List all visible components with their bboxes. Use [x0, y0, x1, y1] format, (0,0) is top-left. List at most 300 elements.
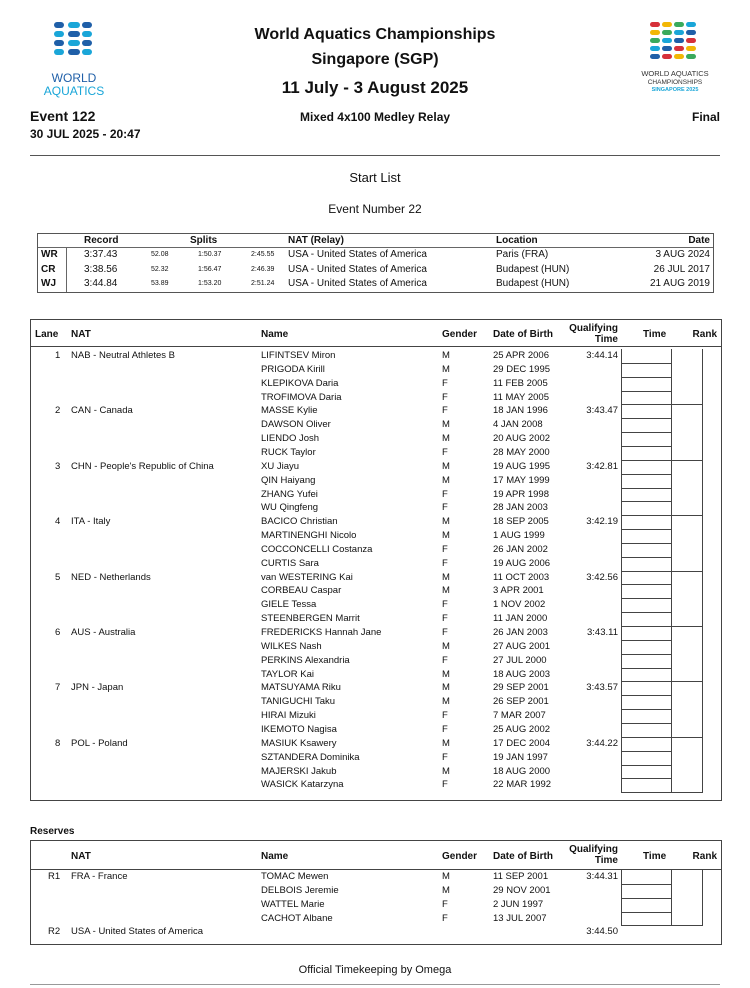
record-date: 21 AUG 2019: [649, 278, 710, 289]
athlete-row: [31, 474, 721, 488]
event-label: Event 122: [30, 108, 96, 124]
result-box-rule: [621, 695, 671, 696]
qualifying-time: 3:43.11: [587, 627, 618, 638]
logo-mark: [68, 22, 80, 28]
result-box-rule: [621, 751, 671, 752]
records-header-record: Record: [84, 235, 119, 246]
team-nat: NAB - Neutral Athletes B: [71, 350, 176, 361]
qualifying-time: 3:44.22: [586, 737, 618, 749]
athlete-name: LIFINTSEV Miron: [261, 350, 336, 361]
result-box-rule: [621, 543, 671, 544]
result-box-divider: [671, 681, 672, 736]
world-aquatics-emblem-icon: [28, 18, 120, 98]
athlete-gender: M: [442, 585, 450, 597]
result-box-rule: [621, 377, 671, 378]
team-row: [31, 515, 721, 529]
record-split: 1:56.47: [198, 265, 222, 273]
logo-mark: [54, 49, 64, 55]
team-nat: USA - United States of America: [71, 926, 204, 938]
athlete-row: [31, 598, 721, 612]
athlete-name: SZTANDERA Dominika: [261, 751, 360, 763]
lane-number: 6: [55, 627, 61, 638]
team-nat: POL - Poland: [71, 737, 128, 749]
logo-mark: [674, 54, 684, 59]
athlete-gender: M: [442, 474, 450, 486]
athlete-gender: M: [442, 433, 450, 445]
record-split: 2:51.24: [251, 280, 275, 287]
qualifying-time: 3:43.57: [586, 682, 618, 694]
records-header-splits: Splits: [190, 235, 218, 246]
athlete-name: van WESTERING Kai: [261, 571, 353, 583]
logo-mark: [662, 30, 672, 35]
athlete-dob: 19 AUG 1995: [493, 460, 551, 472]
record-date: 3 AUG 2024: [655, 249, 710, 260]
svg-text:WORLD AQUATICS: WORLD AQUATICS: [641, 69, 709, 78]
result-box-rule: [621, 418, 671, 419]
record-row: [38, 264, 713, 279]
athlete-name: IKEMOTO Nagisa: [261, 723, 337, 735]
athlete-name: STEENBERGEN Marrit: [261, 613, 360, 625]
logo-mark: [650, 30, 660, 35]
record-location: Budapest (HUN): [496, 278, 570, 289]
event-number: Event Number 22: [328, 202, 422, 216]
athlete-gender: F: [442, 779, 448, 791]
records-header-rule: [38, 247, 713, 248]
athlete-dob: 28 MAY 2000: [493, 446, 550, 458]
logo-mark: [674, 30, 684, 35]
res-header-qualifying-line1: Qualifying: [569, 844, 618, 855]
record-location: Budapest (HUN): [496, 263, 570, 275]
logo-mark: [662, 54, 672, 59]
logo-mark: [68, 49, 80, 55]
logo-mark: [82, 40, 92, 46]
athlete-dob: 18 AUG 2000: [493, 765, 551, 777]
athlete-dob: 17 MAY 1999: [493, 474, 550, 486]
result-box-divider: [671, 460, 672, 515]
res-header-name: Name: [261, 851, 289, 862]
record-split: 52.32: [151, 265, 169, 273]
team-row: [31, 626, 721, 640]
athlete-dob: 27 JUL 2000: [493, 654, 547, 666]
athlete-name: HIRAI Mizuki: [261, 710, 316, 722]
athlete-dob: 29 NOV 2001: [493, 884, 551, 896]
record-row: [38, 278, 713, 293]
athlete-name: MASIUK Ksawery: [261, 737, 337, 749]
logo-mark: [674, 22, 684, 27]
athlete-name: TAYLOR Kai: [261, 668, 314, 680]
record-split: 1:53.20: [198, 280, 222, 287]
athlete-row: [31, 446, 721, 460]
athlete-dob: 27 AUG 2001: [493, 640, 551, 652]
athlete-name: MASSE Kylie: [261, 405, 318, 417]
svg-text:CHAMPIONSHIPS: CHAMPIONSHIPS: [647, 79, 703, 86]
qualifying-time: 3:44.31: [586, 871, 618, 882]
athlete-gender: F: [442, 654, 448, 666]
athlete-name: COCCONCELLI Costanza: [261, 543, 373, 555]
athlete-row: [31, 668, 721, 682]
logo-mark: [54, 31, 64, 37]
result-box-rule: [621, 884, 671, 885]
svg-text:AQUATICS: AQUATICS: [43, 84, 105, 98]
result-box-rule: [621, 898, 671, 899]
athlete-row: [31, 432, 721, 446]
logo-mark: [662, 46, 672, 51]
athlete-name: MARTINENGHI Nicolo: [261, 530, 357, 542]
athlete-dob: 11 MAY 2005: [493, 391, 549, 403]
logo-mark: [54, 22, 64, 28]
col-header-name: Name: [261, 329, 289, 340]
athlete-dob: 3 APR 2001: [493, 585, 544, 597]
athlete-dob: 4 JAN 2008: [493, 419, 543, 431]
record-split: 1:50.37: [198, 251, 222, 258]
athlete-dob: 1 NOV 2002: [493, 599, 546, 611]
athlete-name: WU Qingfeng: [261, 502, 319, 514]
athlete-row: [31, 884, 721, 898]
footer-rule: [30, 984, 720, 987]
result-box-rule: [621, 557, 671, 558]
records-table: [37, 233, 714, 293]
athlete-gender: M: [442, 530, 450, 542]
team-nat: JPN - Japan: [71, 682, 124, 694]
athlete-row: [31, 418, 721, 432]
athlete-row: [31, 529, 721, 543]
athlete-row: [31, 363, 721, 377]
result-box-rule: [621, 912, 671, 913]
athlete-name: MAJERSKI Jakub: [261, 765, 337, 777]
athlete-row: [31, 377, 721, 391]
athlete-dob: 19 AUG 2006: [493, 557, 551, 569]
qualifying-time: 3:44.50: [586, 926, 618, 938]
result-box-divider: [671, 571, 672, 626]
result-box-rule: [621, 501, 671, 502]
page-title: Start List: [349, 170, 401, 185]
athlete-name: TANIGUCHI Taku: [261, 696, 336, 708]
athlete-dob: 11 SEP 2001: [493, 871, 549, 882]
athlete-dob: 1 AUG 1999: [493, 530, 545, 542]
record-nat: USA - United States of America: [288, 249, 427, 260]
result-box-divider: [671, 349, 672, 404]
athlete-row: [31, 543, 721, 557]
athlete-dob: 18 AUG 2003: [493, 668, 551, 680]
record-time: 3:37.43: [84, 249, 118, 260]
athlete-gender: F: [442, 627, 448, 638]
col-header-rank: Rank: [692, 329, 717, 340]
athlete-gender: F: [442, 543, 448, 555]
athlete-dob: 19 APR 1998: [493, 488, 549, 500]
logo-mark: [686, 30, 696, 35]
athlete-name: PERKINS Alexandria: [261, 654, 350, 666]
team-row: [31, 460, 721, 474]
records-header-date: Date: [688, 235, 710, 246]
logo-mark: [686, 54, 696, 59]
record-row: [38, 249, 713, 264]
svg-text:SINGAPORE 2025: SINGAPORE 2025: [651, 87, 699, 93]
lane-number: R2: [48, 926, 61, 938]
reserves-table: [30, 840, 722, 945]
result-box-rule: [621, 432, 671, 433]
athlete-row: [31, 584, 721, 598]
lane-number: 2: [55, 405, 61, 417]
record-nat: USA - United States of America: [288, 263, 427, 275]
logo-mark: [662, 38, 672, 43]
championship-location: Singapore (SGP): [311, 51, 439, 68]
team-row: [31, 681, 721, 695]
res-header-dob: Date of Birth: [493, 851, 553, 862]
logo-mark: [650, 38, 660, 43]
championships-emblem-icon: [620, 18, 730, 98]
record-location: Paris (FRA): [496, 249, 549, 260]
athlete-gender: M: [442, 419, 450, 431]
record-split: 2:45.55: [251, 251, 275, 258]
footer-timekeeping: Official Timekeeping by Omega: [298, 964, 452, 976]
logo-mark: [54, 40, 64, 46]
athlete-dob: 25 AUG 2002: [493, 723, 551, 735]
athlete-name: MATSUYAMA Riku: [261, 682, 341, 694]
lane-number: 5: [55, 571, 61, 583]
res-header-nat: NAT: [71, 851, 91, 862]
athlete-dob: 22 MAR 1992: [493, 779, 552, 791]
col-header-dob: Date of Birth: [493, 329, 553, 340]
result-box-rule: [621, 446, 671, 447]
athlete-row: [31, 898, 721, 912]
result-box-rule: [621, 654, 671, 655]
athlete-name: ZHANG Yufei: [261, 488, 318, 500]
team-row: [31, 349, 721, 363]
logo-mark: [662, 22, 672, 27]
record-date: 26 JUL 2017: [653, 263, 710, 275]
res-header-rank: Rank: [692, 851, 717, 862]
athlete-name: QIN Haiyang: [261, 474, 316, 486]
result-box-rule: [621, 668, 671, 669]
athlete-dob: 18 JAN 1996: [493, 405, 548, 417]
result-box-rule: [621, 488, 671, 489]
athlete-row: [31, 751, 721, 765]
athlete-dob: 20 AUG 2002: [493, 433, 551, 445]
col-header-lane: Lane: [35, 329, 59, 340]
athlete-row: [31, 723, 721, 737]
qualifying-time: 3:42.81: [586, 460, 618, 472]
lane-number: 3: [55, 460, 61, 472]
athlete-dob: 18 SEP 2005: [493, 516, 549, 528]
athlete-dob: 26 JAN 2003: [493, 627, 548, 638]
athlete-gender: F: [442, 710, 448, 722]
result-box-divider: [671, 626, 672, 681]
athlete-row: [31, 557, 721, 571]
col-header-qualifying-line2: Time: [594, 334, 618, 345]
athlete-dob: 25 APR 2006: [493, 350, 549, 361]
athlete-gender: M: [442, 363, 450, 375]
result-box-divider: [671, 515, 672, 570]
col-header-nat: NAT: [71, 329, 91, 340]
athlete-dob: 13 JUL 2007: [493, 912, 547, 924]
result-box-rule: [621, 391, 671, 392]
logo-mark: [82, 22, 92, 28]
records-header-nat: NAT (Relay): [288, 235, 344, 246]
athlete-gender: F: [442, 446, 448, 458]
result-box-rule: [621, 765, 671, 766]
athlete-name: FREDERICKS Hannah Jane: [261, 627, 382, 638]
lane-number: 8: [55, 737, 61, 749]
logo-mark: [82, 49, 92, 55]
athlete-row: [31, 488, 721, 502]
logo-mark: [686, 46, 696, 51]
athlete-name: LIENDO Josh: [261, 433, 320, 445]
team-nat: CHN - People's Republic of China: [71, 460, 214, 472]
logo-mark: [82, 31, 92, 37]
qualifying-time: 3:43.47: [586, 405, 618, 417]
team-row: [31, 870, 721, 884]
athlete-row: [31, 709, 721, 723]
athlete-name: TROFIMOVA Daria: [261, 391, 342, 403]
athlete-gender: F: [442, 723, 448, 735]
athlete-gender: M: [442, 682, 450, 694]
record-split: 2:46.39: [251, 265, 275, 273]
athlete-gender: M: [442, 737, 450, 749]
result-box-rule: [621, 474, 671, 475]
athlete-gender: F: [442, 557, 448, 569]
athlete-row: [31, 501, 721, 515]
res-header-qualifying-line2: Time: [594, 855, 618, 866]
team-nat: NED - Netherlands: [71, 571, 151, 583]
athlete-dob: 7 MAR 2007: [493, 710, 546, 722]
athlete-dob: 2 JUN 1997: [493, 898, 544, 910]
logo-mark: [686, 38, 696, 43]
logo-mark: [68, 31, 80, 37]
athlete-gender: M: [442, 460, 450, 472]
record-time: 3:38.56: [84, 263, 118, 275]
athlete-gender: M: [442, 350, 450, 361]
athlete-name: TOMAC Mewen: [261, 871, 329, 882]
result-box-rule: [621, 778, 671, 779]
result-box-rule: [621, 723, 671, 724]
lane-number: 1: [55, 350, 61, 361]
athlete-gender: F: [442, 488, 448, 500]
athlete-name: DAWSON Oliver: [261, 419, 331, 431]
athlete-name: WASICK Katarzyna: [261, 779, 344, 791]
athlete-row: [31, 765, 721, 779]
record-nat: USA - United States of America: [288, 278, 427, 289]
team-nat: CAN - Canada: [71, 405, 133, 417]
logo-mark: [674, 38, 684, 43]
qualifying-time: 3:42.19: [586, 516, 618, 528]
col-header-rule: [31, 346, 721, 347]
event-name: Mixed 4x100 Medley Relay: [299, 110, 451, 124]
athlete-dob: 29 DEC 1995: [493, 363, 551, 375]
championship-dates: 11 July - 3 August 2025: [281, 78, 469, 97]
championship-title: World Aquatics Championships: [254, 26, 496, 43]
svg-text:WORLD: WORLD: [51, 71, 97, 85]
logo-mark: [650, 46, 660, 51]
logo-mark: [650, 54, 660, 59]
result-box-rule: [621, 612, 671, 613]
event-phase: Final: [691, 110, 720, 124]
athlete-row: [31, 654, 721, 668]
result-box-divider: [671, 404, 672, 459]
col-header-qualifying-line1: Qualifying: [569, 323, 618, 334]
athlete-name: BACICO Christian: [261, 516, 338, 528]
athlete-row: [31, 612, 721, 626]
records-header-location: Location: [496, 235, 538, 246]
res-header-time: Time: [643, 851, 667, 862]
athlete-gender: F: [442, 405, 448, 417]
header-divider: [30, 155, 720, 156]
athlete-name: PRIGODA Kirill: [261, 363, 325, 375]
start-list-table: [30, 319, 722, 801]
result-box-rule: [621, 363, 671, 364]
result-box-rule: [621, 709, 671, 710]
athlete-name: CACHOT Albane: [261, 912, 333, 924]
result-box-rule: [621, 640, 671, 641]
athlete-gender: F: [442, 751, 448, 763]
athlete-gender: M: [442, 640, 450, 652]
athlete-dob: 28 JAN 2003: [493, 502, 548, 514]
team-row: [31, 404, 721, 418]
result-box-rule: [621, 584, 671, 585]
athlete-row: [31, 391, 721, 405]
result-box-divider: [671, 737, 672, 792]
athlete-row: [31, 695, 721, 709]
record-time: 3:44.84: [84, 278, 118, 289]
athlete-gender: M: [442, 765, 450, 777]
athlete-gender: F: [442, 377, 448, 389]
athlete-name: DELBOIS Jeremie: [261, 884, 339, 896]
team-nat: FRA - France: [71, 871, 128, 882]
col-header-qualifying: [566, 323, 618, 345]
qualifying-time: 3:44.14: [586, 350, 618, 361]
athlete-row: [31, 912, 721, 926]
athlete-gender: M: [442, 516, 450, 528]
athlete-gender: M: [442, 871, 450, 882]
team-row: [31, 925, 721, 939]
record-type: WR: [41, 249, 58, 260]
athlete-row: [31, 640, 721, 654]
event-datetime: 30 JUL 2025 - 20:47: [30, 127, 141, 141]
record-type: CR: [41, 263, 56, 275]
athlete-dob: 11 OCT 2003: [493, 571, 550, 583]
athlete-name: CURTIS Sara: [261, 557, 319, 569]
athlete-name: WATTEL Marie: [261, 898, 325, 910]
result-box-rule: [621, 529, 671, 530]
athlete-dob: 17 DEC 2004: [493, 737, 551, 749]
team-row: [31, 571, 721, 585]
team-nat: ITA - Italy: [71, 516, 111, 528]
result-box-divider: [671, 870, 672, 925]
record-split: 52.08: [151, 251, 169, 258]
athlete-dob: 26 SEP 2001: [493, 696, 549, 708]
col-header-gender: Gender: [442, 329, 478, 340]
qualifying-time: 3:42.56: [586, 571, 618, 583]
athlete-name: WILKES Nash: [261, 640, 322, 652]
athlete-gender: F: [442, 391, 448, 403]
logo-mark: [68, 40, 80, 46]
athlete-gender: F: [442, 898, 448, 910]
athlete-gender: M: [442, 668, 450, 680]
record-type: WJ: [41, 278, 56, 289]
logo-mark: [650, 22, 660, 27]
athlete-name: GIELE Tessa: [261, 599, 317, 611]
res-header-gender: Gender: [442, 851, 478, 862]
athlete-dob: 11 FEB 2005: [493, 377, 548, 389]
athlete-row: [31, 778, 721, 792]
athlete-gender: F: [442, 502, 448, 514]
team-row: [31, 737, 721, 751]
athlete-gender: M: [442, 884, 450, 896]
athlete-dob: 26 JAN 2002: [493, 543, 548, 555]
res-header-qualifying: [566, 844, 618, 866]
col-header-time: Time: [643, 329, 667, 340]
logo-mark: [686, 22, 696, 27]
lane-number: 4: [55, 516, 61, 528]
